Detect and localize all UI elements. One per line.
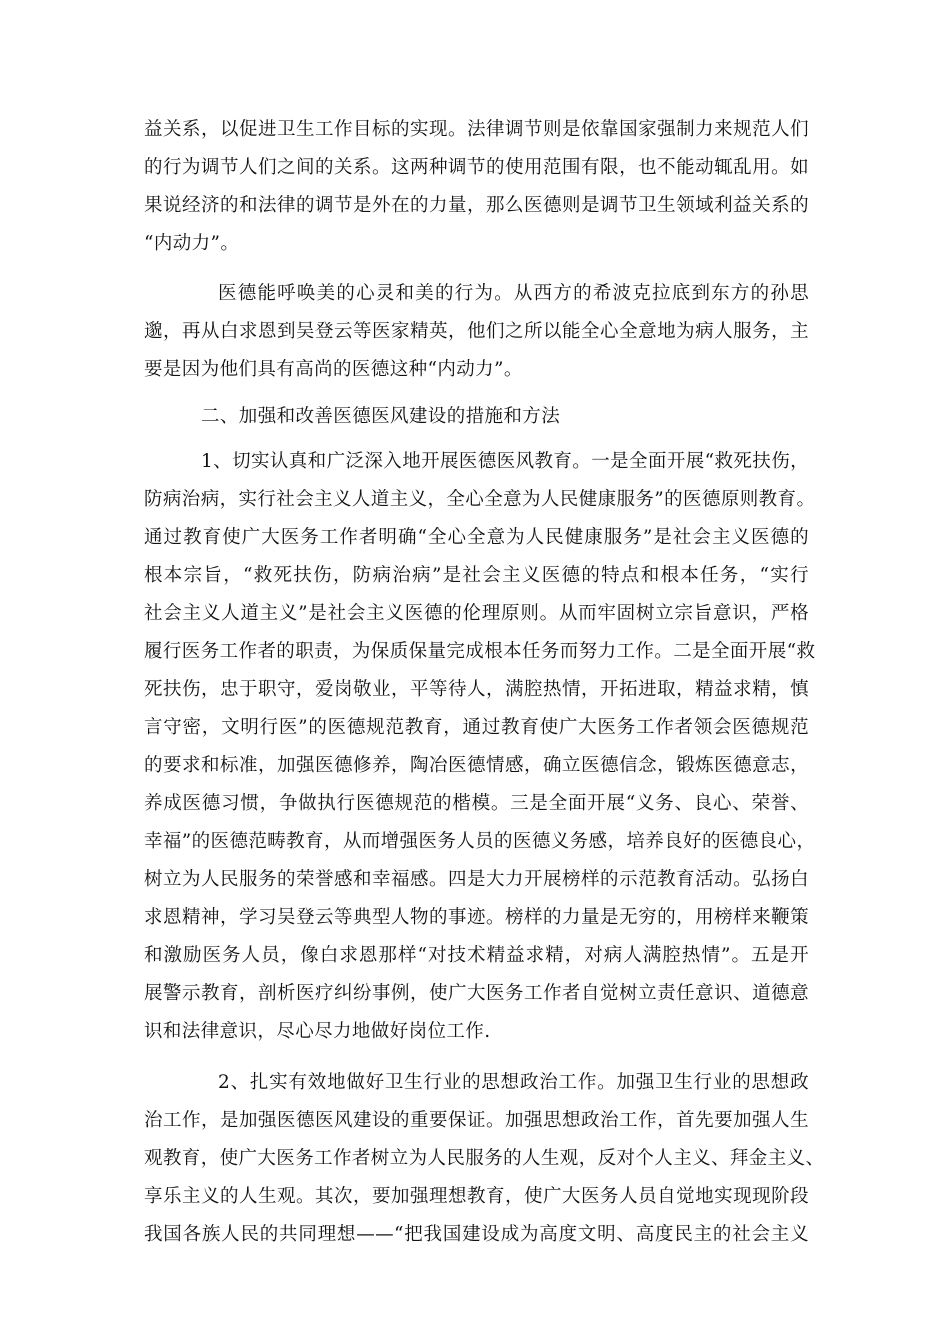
body-text-line: 我国各族人民的共同理想——“把我国建设成为高度文明、高度民主的社会主义 xyxy=(144,1224,809,1245)
body-text-line: 果说经济的和法律的调节是外在的力量，那么医德则是调节卫生领域利益关系的 xyxy=(144,195,809,216)
body-text-line: 识和法律意识，尽心尽力地做好岗位工作. xyxy=(144,1021,491,1042)
body-text-line: 展警示教育，剖析医疗纠纷事例，使广大医务工作者自觉树立责任意识、道德意 xyxy=(144,983,809,1004)
body-text-line: 求恩精神，学习吴登云等典型人物的事迹。榜样的力量是无穷的，用榜样来鞭策 xyxy=(144,907,809,928)
body-text-line: 社会主义人道主义”是社会主义医德的伦理原则。从而牢固树立宗旨意识，严格 xyxy=(144,603,809,624)
body-text-line: 享乐主义的人生观。其次，要加强理想教育，使广大医务人员自觉地实现现阶段 xyxy=(144,1186,809,1207)
body-text-line: 观教育，使广大医务工作者树立为人民服务的人生观，反对个人主义、拜金主义、 xyxy=(144,1148,825,1169)
paragraph-first-line: 医德能呼唤美的心灵和美的行为。从西方的希波克拉底到东方的孙思 xyxy=(218,283,809,304)
body-text-line: 幸福”的医德范畴教育，从而增强医务人员的医德义务感，培养良好的医德良心， xyxy=(144,831,816,852)
body-text-line: 死扶伤，忠于职守，爱岗敬业，平等待人，满腔热情，开拓进取，精益求精，慎 xyxy=(144,679,809,700)
body-text-line: 言守密，文明行医”的医德规范教育，通过教育使广大医务工作者领会医德规范 xyxy=(144,717,809,738)
body-text-line: 防病治病，实行社会主义人道主义，全心全意为人民健康服务”的医德原则教育。 xyxy=(144,489,816,510)
body-text-line: 的行为调节人们之间的关系。这两种调节的使用范围有限，也不能动辄乱用。如 xyxy=(144,157,809,178)
body-text-line: 的要求和标准，加强医德修养，陶冶医德情感，确立医德信念，锻炼医德意志， xyxy=(144,755,809,776)
body-text-line: 履行医务工作者的职责，为保质保量完成根本任务而努力工作。二是全面开展“救 xyxy=(144,641,816,662)
section-heading: 二、加强和改善医德医风建设的措施和方法 xyxy=(201,406,561,427)
body-text-line: 根本宗旨，“救死扶伤，防病治病”是社会主义医德的特点和根本任务，“实行 xyxy=(144,565,809,586)
body-text-line: 邈，再从白求恩到吴登云等医家精英，他们之所以能全心全意地为病人服务，主 xyxy=(144,321,809,342)
body-text-line: 通过教育使广大医务工作者明确“全心全意为人民健康服务”是社会主义医德的 xyxy=(144,527,809,548)
body-text-line: 和激励医务人员，像白求恩那样“对技术精益求精，对病人满腔热情”。五是开 xyxy=(144,945,809,966)
body-text-line: “内动力”。 xyxy=(144,233,240,254)
body-text-line: 养成医德习惯，争做执行医德规范的楷模。三是全面开展“义务、良心、荣誉、 xyxy=(144,793,809,814)
paragraph-first-line: 1、切实认真和广泛深入地开展医德医风教育。一是全面开展“救死扶伤， xyxy=(201,451,809,472)
body-text-line: 益关系，以促进卫生工作目标的实现。法律调节则是依靠国家强制力来规范人们 xyxy=(144,119,809,140)
body-text-line: 要是因为他们具有高尚的医德这种“内动力”。 xyxy=(144,359,523,380)
body-text-line: 治工作，是加强医德医风建设的重要保证。加强思想政治工作，首先要加强人生 xyxy=(144,1110,809,1131)
paragraph-first-line: 2、扎实有效地做好卫生行业的思想政治工作。加强卫生行业的思想政 xyxy=(218,1072,809,1093)
body-text-line: 树立为人民服务的荣誉感和幸福感。四是大力开展榜样的示范教育活动。弘扬白 xyxy=(144,869,809,890)
